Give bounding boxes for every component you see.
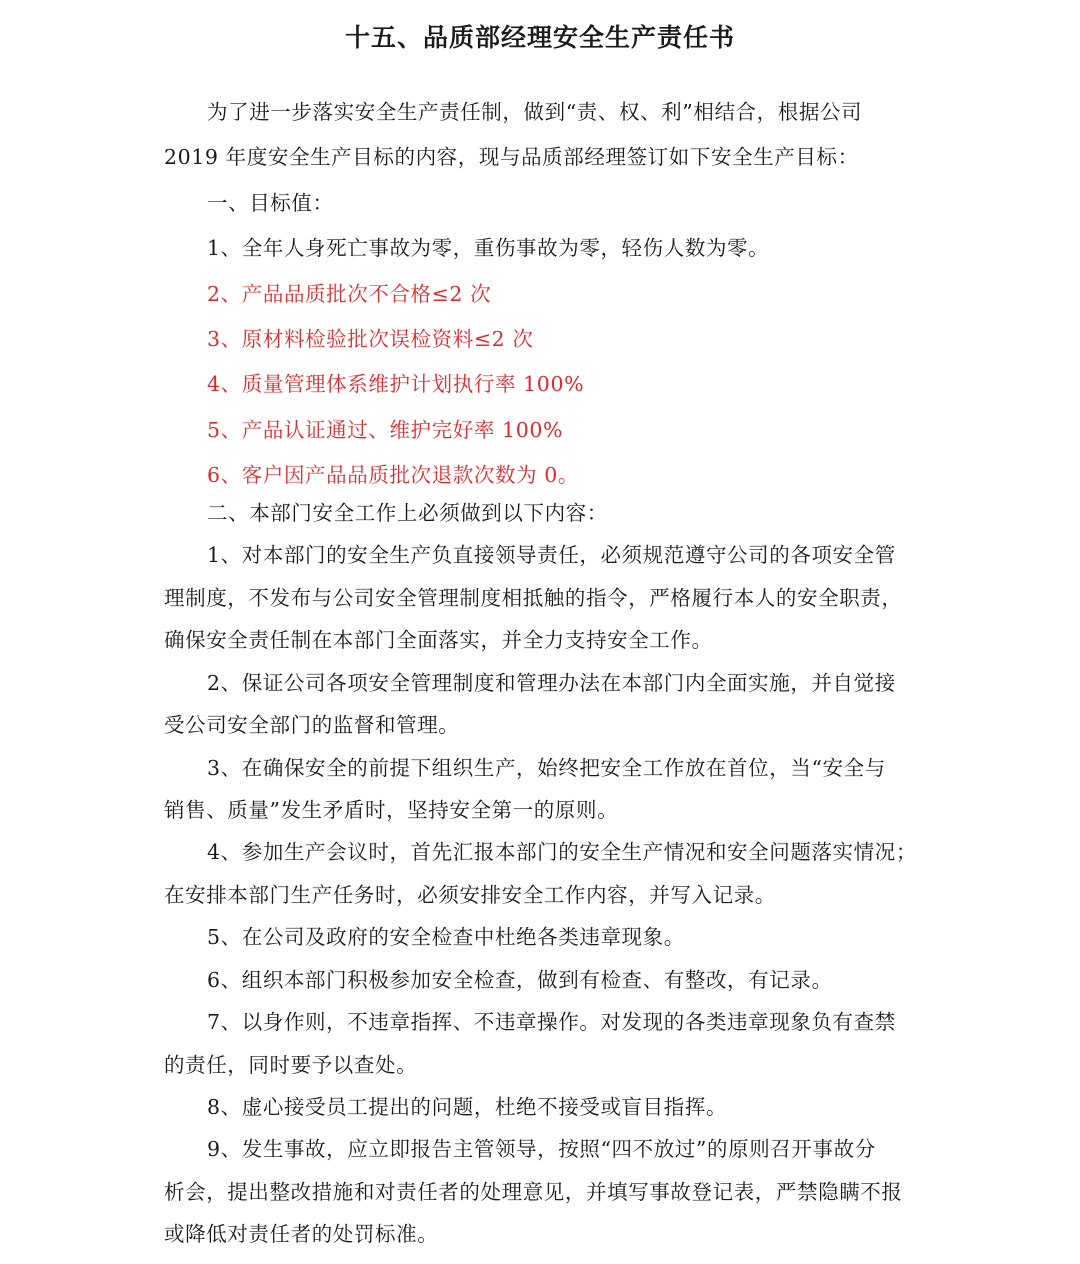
target-item-highlight: 6、客户因产品品质批次退款次数为 0。 <box>207 463 580 487</box>
intro-line: 2019 年度安全生产目标的内容，现与品质部经理签订如下安全生产目标： <box>164 145 859 169</box>
duty-line: 7、以身作则，不违章指挥、不违章操作。对发现的各类违章现象负有查禁 <box>207 1010 896 1034</box>
duty-line: 或降低对责任者的处罚标准。 <box>164 1222 439 1246</box>
intro-line: 为了进一步落实安全生产责任制，做到“责、权、利”相结合，根据公司 <box>207 100 863 124</box>
duty-line: 4、参加生产会议时，首先汇报本部门的安全生产情况和安全问题落实情况； <box>207 840 917 864</box>
section-heading-targets: 一、目标值： <box>207 191 334 215</box>
target-item-highlight: 3、原材料检验批次误检资料≤2 次 <box>207 327 534 351</box>
duty-line: 的责任，同时要予以查处。 <box>164 1053 418 1077</box>
duty-line: 确保安全责任制在本部门全面落实，并全力支持安全工作。 <box>164 628 713 652</box>
document-title: 十五、品质部经理安全生产责任书 <box>344 23 735 52</box>
duty-line: 析会，提出整改措施和对责任者的处理意见，并填写事故登记表，严禁隐瞒不报 <box>164 1180 903 1204</box>
duty-line: 3、在确保安全的前提下组织生产，始终把安全工作放在首位，当“安全与 <box>207 756 886 780</box>
duty-line: 2、保证公司各项安全管理制度和管理办法在本部门内全面实施，并自觉接 <box>207 671 896 695</box>
duty-line: 1、对本部门的安全生产负直接领导责任，必须规范遵守公司的各项安全管 <box>207 543 896 567</box>
target-item-highlight: 4、质量管理体系维护计划执行率 100% <box>207 372 585 396</box>
duty-line: 理制度，不发布与公司安全管理制度相抵触的指令，严格履行本人的安全职责， <box>164 586 903 610</box>
duty-line: 8、虚心接受员工提出的问题，杜绝不接受或盲目指挥。 <box>207 1095 728 1119</box>
target-item-highlight: 2、产品品质批次不合格≤2 次 <box>207 282 492 306</box>
duty-line: 受公司安全部门的监督和管理。 <box>164 713 460 737</box>
duty-line: 在安排本部门生产任务时，必须安排安全工作内容，并写入记录。 <box>164 883 776 907</box>
duty-line: 5、在公司及政府的安全检查中杜绝各类违章现象。 <box>207 925 685 949</box>
target-item-highlight: 5、产品认证通过、维护完好率 100% <box>207 418 564 442</box>
target-item: 1、全年人身死亡事故为零，重伤事故为零，轻伤人数为零。 <box>207 236 770 260</box>
duty-line: 9、发生事故，应立即报告主管领导，按照“四不放过”的原则召开事故分 <box>207 1137 876 1161</box>
section-heading-duties: 二、本部门安全工作上必须做到以下内容： <box>207 501 608 525</box>
duty-line: 销售、质量”发生矛盾时，坚持安全第一的原则。 <box>164 798 619 822</box>
duty-line: 6、组织本部门积极参加安全检查，做到有检查、有整改，有记录。 <box>207 968 833 992</box>
